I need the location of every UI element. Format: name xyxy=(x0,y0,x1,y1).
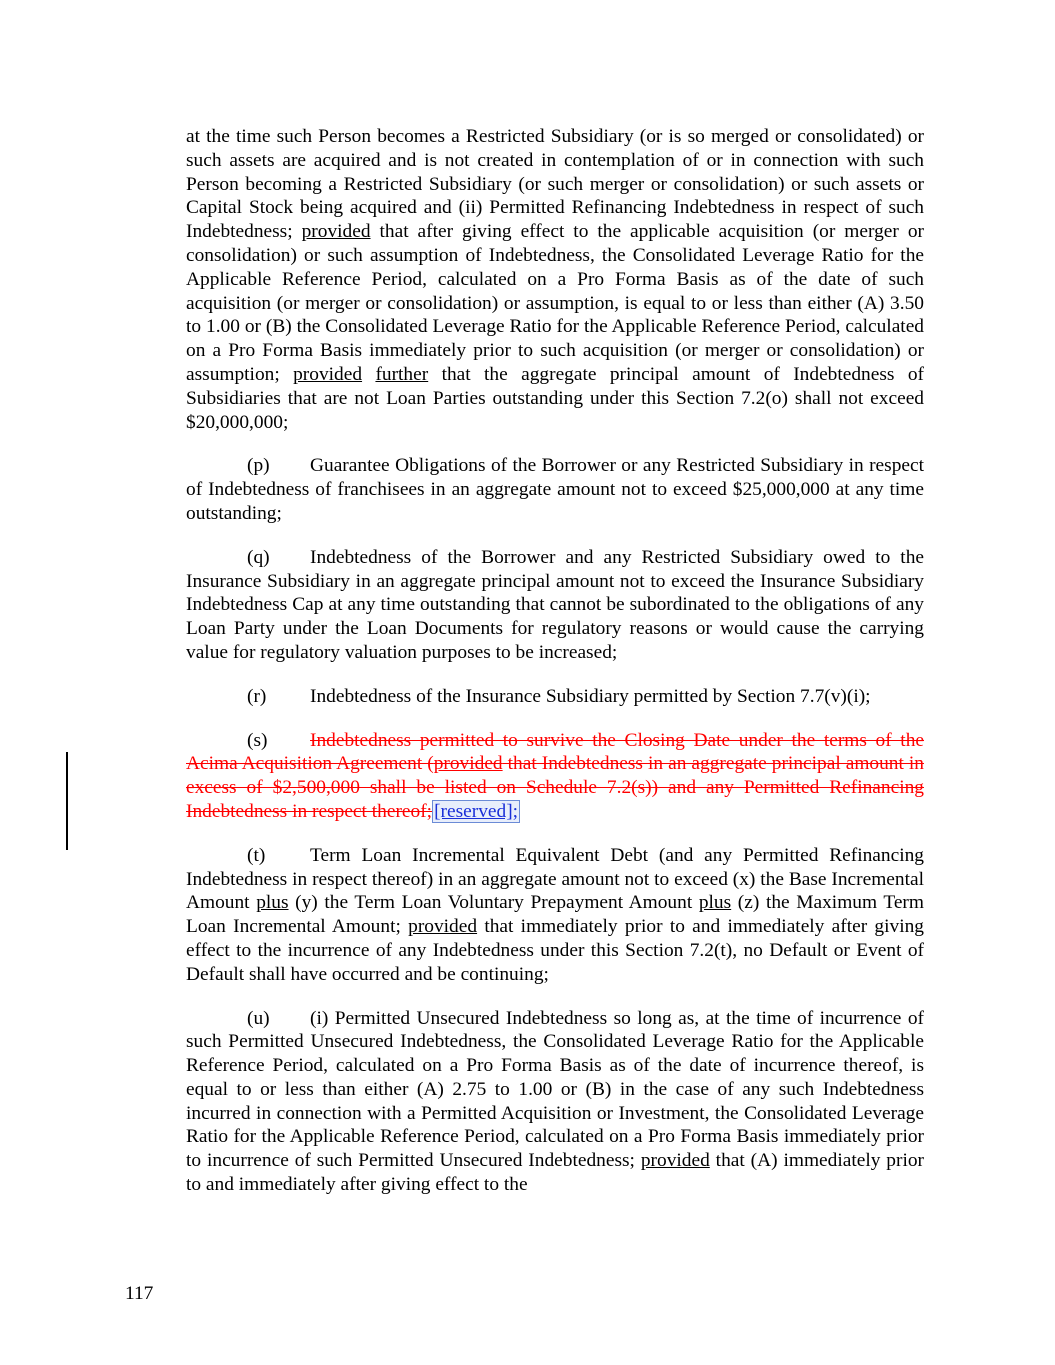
provided-term: provided xyxy=(293,363,363,385)
paragraph-u-text-1: (i) Permitted Unsecured Indebtedness so long as, at the time of incurrence of such Permitted Unsecured Indebtedness, the Consolidated Leverage Ratio for the Applicable Reference Period, calculated on a Pro Forma Basis as of the date of incurrence thereof, is equal to or less than either (A) 2.75 to 1.00 or (B) in the case of any such Indebtedness incurred in connection with a Permitted Acquisition or Investment, the Consolidated Leverage Ratio for the Applicable Reference Period, calculated on a Pro Forma Basis immediately prior to incurrence of such Permitted Unsecured Indebtedness; xyxy=(186,1007,924,1172)
paragraph-t-text-4: that immediately prior to and immediately after giving effect to the incurrence of any Indebtedness under this Section 7.2(t), no Default or Event of Default shall have occurred and be continuing; xyxy=(186,916,924,985)
space xyxy=(362,364,375,385)
paragraph-o-text-1: at the time such Person becomes a Restricted Subsidiary (or is so merged or consolidated) or such assets are acquired and is not created in contemplation of or in connection with such Person becoming a Restricted Subsidiary (or such merger or consolidation) or such assets or Capital Stock being acquired and (ii) Permitted Refinancing Indebtedness in respect of such Indebtedness; xyxy=(186,126,924,243)
paragraph-t-text-3: (z) the Maximum Term Loan Incremental Amount; xyxy=(186,892,924,938)
provided-term: provided xyxy=(408,916,478,938)
paragraph-q xyxy=(186,546,924,665)
paragraph-s-label: (s) xyxy=(247,729,268,751)
paragraph-o-text-2: that after giving effect to the applicable acquisition (or merger or consolidation) or such assumption of Indebtedness, the Consolidated Leverage Ratio for the Applicable Reference Period, calculated on a Pro Forma Basis as of the date of such acquisition (or merger or consolidation) or assumption, is equal to or less than either (A) 3.50 to 1.00 or (B) the Consolidated Leverage Ratio for the Applicable Reference Period, calculated on a Pro Forma Basis immediately prior to such acquisition (or merger or consolidation) or assumption; xyxy=(186,221,924,385)
paragraph-t-text-1: Term Loan Incremental Equivalent Debt (and any Permitted Refinancing Indebtedness in respect thereof) in an aggregate amount not to exceed (x) the Base Incremental Amount xyxy=(186,844,924,914)
paragraph-t-label: (t) xyxy=(247,844,266,866)
deleted-text: Indebtedness permitted to survive the Closing Date under the terms of the Acima Acquisition Agreement ( xyxy=(186,729,924,775)
paragraph-q-text: Indebtedness of the Borrower and any Restricted Subsidiary owed to the Insurance Subsidiary in an aggregate principal amount not to exceed the Insurance Subsidiary Indebtedness Cap at any time outstanding that cannot be subordinated to the obligations of any Loan Party under the Loan Documents for regulatory reasons or would cause the carrying value for regulatory valuation purposes to be increased; xyxy=(186,546,924,663)
paragraph-u xyxy=(186,1007,924,1197)
paragraph-p-label: (p) xyxy=(247,455,270,477)
paragraph-q-label: (q) xyxy=(247,546,270,568)
paragraph-t xyxy=(186,844,924,987)
further-term: further xyxy=(375,363,429,385)
paragraph-p-text: Guarantee Obligations of the Borrower or any Restricted Subsidiary in respect of Indebtedness of franchisees in an aggregate amount not to exceed $25,000,000 at any time outstanding; xyxy=(186,455,924,524)
deleted-text: that Indebtedness in an aggregate principal amount in excess of $2,500,000 shall be listed on Schedule 7.2(s)) and any Permitted Refinancing Indebtedness in respect thereof; xyxy=(186,753,924,822)
deleted-provided-term: provided xyxy=(433,753,503,775)
provided-term: provided xyxy=(640,1150,710,1172)
paragraph-p xyxy=(186,454,924,525)
paragraph-u-text-2: that (A) immediately prior to and immediately after giving effect to the xyxy=(186,1150,924,1196)
paragraph-o-continuation xyxy=(186,125,924,434)
inserted-reserved-text: [reserved]; xyxy=(434,800,519,822)
paragraph-r-text: Indebtedness of the Insurance Subsidiary permitted by Section 7.7(v)(i); xyxy=(310,685,871,707)
paragraph-u-label: (u) xyxy=(247,1007,270,1029)
paragraph-s xyxy=(186,729,924,824)
page-number: 117 xyxy=(125,1283,154,1304)
plus-term: plus xyxy=(256,892,289,914)
paragraph-r xyxy=(186,685,924,709)
paragraph-t-text-2: (y) the Term Loan Voluntary Prepayment Amount xyxy=(288,892,699,914)
revision-change-bar xyxy=(66,752,68,850)
provided-term: provided xyxy=(301,221,371,243)
paragraph-r-label: (r) xyxy=(247,685,267,707)
paragraph-o-text-3: that the aggregate principal amount of Indebtedness of Subsidiaries that are not Loan Parties outstanding under this Section 7.2(o) shall not exceed $20,000,000; xyxy=(186,363,924,433)
document-body xyxy=(186,125,924,1217)
plus-term: plus xyxy=(698,892,732,914)
